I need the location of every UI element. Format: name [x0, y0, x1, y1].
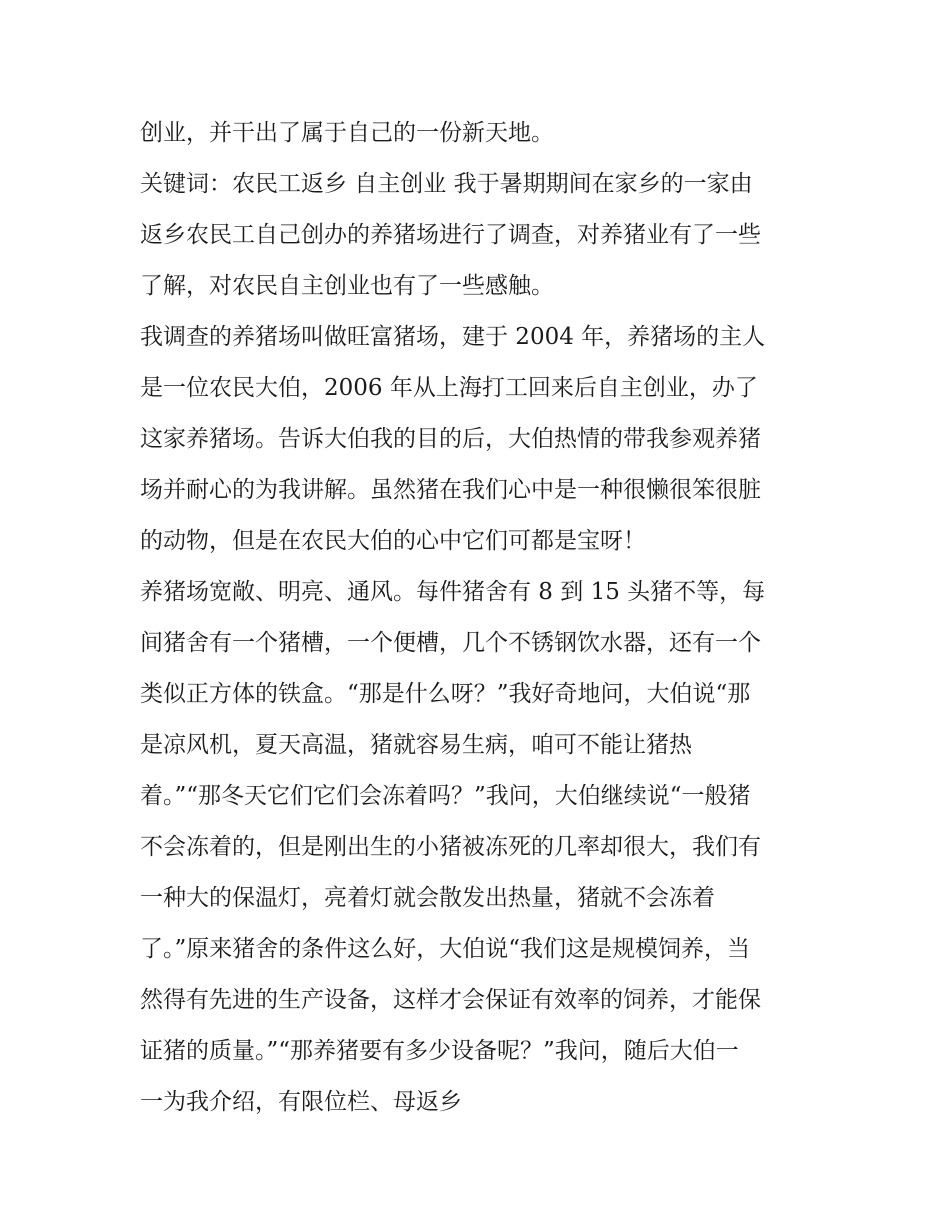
body-text [140, 108, 820, 1128]
text-line: 一种大的保温灯，亮着灯就会散发出热量，猪就不会冻着 [140, 885, 715, 911]
text-line: 间猪舍有一个猪槽，一个便槽，几个不锈钢饮水器，还有一个 [140, 630, 761, 656]
text-line: 了解，对农民自主创业也有了一些感触。 [140, 273, 554, 299]
text-line: 养猪场宽敞、明亮、通风。每件猪舍有 8 到 15 头猪不等，每 [140, 579, 766, 605]
text-line: 一为我介绍，有限位栏、母返乡 [140, 1089, 462, 1115]
text-line: 着。”“那冬天它们它们会冻着吗？”我问，大伯继续说“一般猪 [140, 783, 751, 809]
text-line: 了。”原来猪舍的条件这么好，大伯说“我们这是规模饲养，当 [140, 936, 751, 962]
text-line: 然得有先进的生产设备，这样才会保证有效率的饲养，才能保 [140, 987, 761, 1013]
text-line: 场并耐心的为我讲解。虽然猪在我们心中是一种很懒很笨很脏 [140, 477, 761, 503]
text-line: 创业，并干出了属于自己的一份新天地。 [140, 120, 554, 146]
text-line: 是一位农民大伯，2006 年从上海打工回来后自主创业，办了 [140, 375, 758, 401]
text-line: 是凉风机，夏天高温，猪就容易生病，咱可不能让猪热 [140, 732, 692, 758]
text-line: 返乡农民工自己创办的养猪场进行了调查，对养猪业有了一些 [140, 222, 761, 248]
text-line: 关键词：农民工返乡 自主创业 我于暑期期间在家乡的一家由 [140, 171, 753, 197]
text-line: 这家养猪场。告诉大伯我的目的后，大伯热情的带我参观养猪 [140, 426, 761, 452]
text-line: 我调查的养猪场叫做旺富猪场，建于 2004 年，养猪场的主人 [140, 324, 766, 350]
text-line: 类似正方体的铁盒。“那是什么呀？”我好奇地问，大伯说“那 [140, 681, 751, 707]
text-line: 证猪的质量。”“那养猪要有多少设备呢？”我问，随后大伯一 [140, 1038, 739, 1064]
text-line: 不会冻着的，但是刚出生的小猪被冻死的几率却很大，我们有 [140, 834, 761, 860]
text-line: 的动物，但是在农民大伯的心中它们可都是宝呀！ [140, 528, 646, 554]
